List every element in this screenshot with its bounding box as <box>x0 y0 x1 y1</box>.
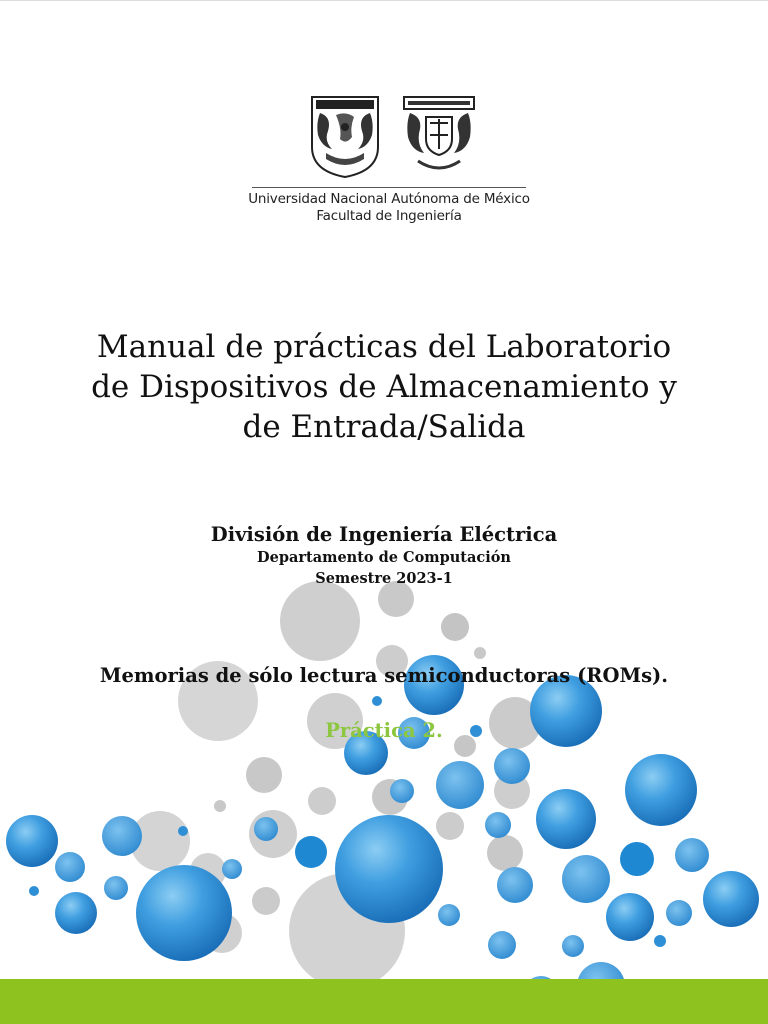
blue-bubble <box>104 876 128 900</box>
practice-subject: Memorias de sólo lectura semiconductoras (ROMs). <box>99 664 669 687</box>
blue-bubble <box>606 893 654 941</box>
faculty-name: Facultad de Ingeniería <box>316 208 462 224</box>
blue-bubble <box>497 867 533 903</box>
blue-bubble <box>562 935 584 957</box>
blue-bubble <box>254 817 278 841</box>
division-name: División de Ingeniería Eléctrica <box>210 523 558 546</box>
blue-bubble <box>136 865 232 961</box>
blue-bubble <box>222 859 242 879</box>
blue-bubble <box>372 696 382 706</box>
bubble-decoration <box>0 1 768 1024</box>
blue-bubble <box>536 789 596 849</box>
blue-bubble <box>55 892 97 934</box>
university-name: Universidad Nacional Autónoma de México <box>248 191 530 207</box>
blue-bubble <box>625 754 697 826</box>
practice-number: Práctica 2. <box>325 719 443 742</box>
blue-bubble <box>562 855 610 903</box>
gray-bubble <box>441 613 469 641</box>
blue-bubble <box>666 900 692 926</box>
gray-bubble <box>308 787 336 815</box>
blue-bubble <box>29 886 39 896</box>
blue-bubble <box>55 852 85 882</box>
blue-bubble <box>675 838 709 872</box>
department-name: Departamento de Computación <box>257 549 511 566</box>
blue-bubble <box>178 826 188 836</box>
gray-bubble <box>246 757 282 793</box>
manual-title: Manual de prácticas del Laboratorio de Dispositivos de Almacenamiento y de Entrada/Salida <box>91 329 677 445</box>
blue-bubble <box>436 761 484 809</box>
gray-bubble <box>252 887 280 915</box>
blue-bubble <box>654 935 666 947</box>
blue-bubble <box>485 812 511 838</box>
gray-bubble <box>487 835 523 871</box>
blue-bubble <box>390 779 414 803</box>
blue-bubble <box>620 842 654 876</box>
green-footer-band <box>0 979 768 1024</box>
blue-bubble <box>335 815 443 923</box>
blue-bubble <box>488 931 516 959</box>
gray-bubble <box>280 581 360 661</box>
semester-label: Semestre 2023-1 <box>315 570 453 587</box>
blue-bubble <box>295 836 327 868</box>
blue-bubble <box>6 815 58 867</box>
gray-bubble <box>474 647 486 659</box>
blue-bubble <box>494 748 530 784</box>
gray-bubble <box>214 800 226 812</box>
header-rule <box>252 187 526 188</box>
ingenieria-seal-icon <box>400 87 478 179</box>
gray-bubble <box>436 812 464 840</box>
blue-bubble <box>102 816 142 856</box>
blue-bubble <box>438 904 460 926</box>
unam-seal-icon <box>306 87 384 179</box>
blue-bubble <box>703 871 759 927</box>
